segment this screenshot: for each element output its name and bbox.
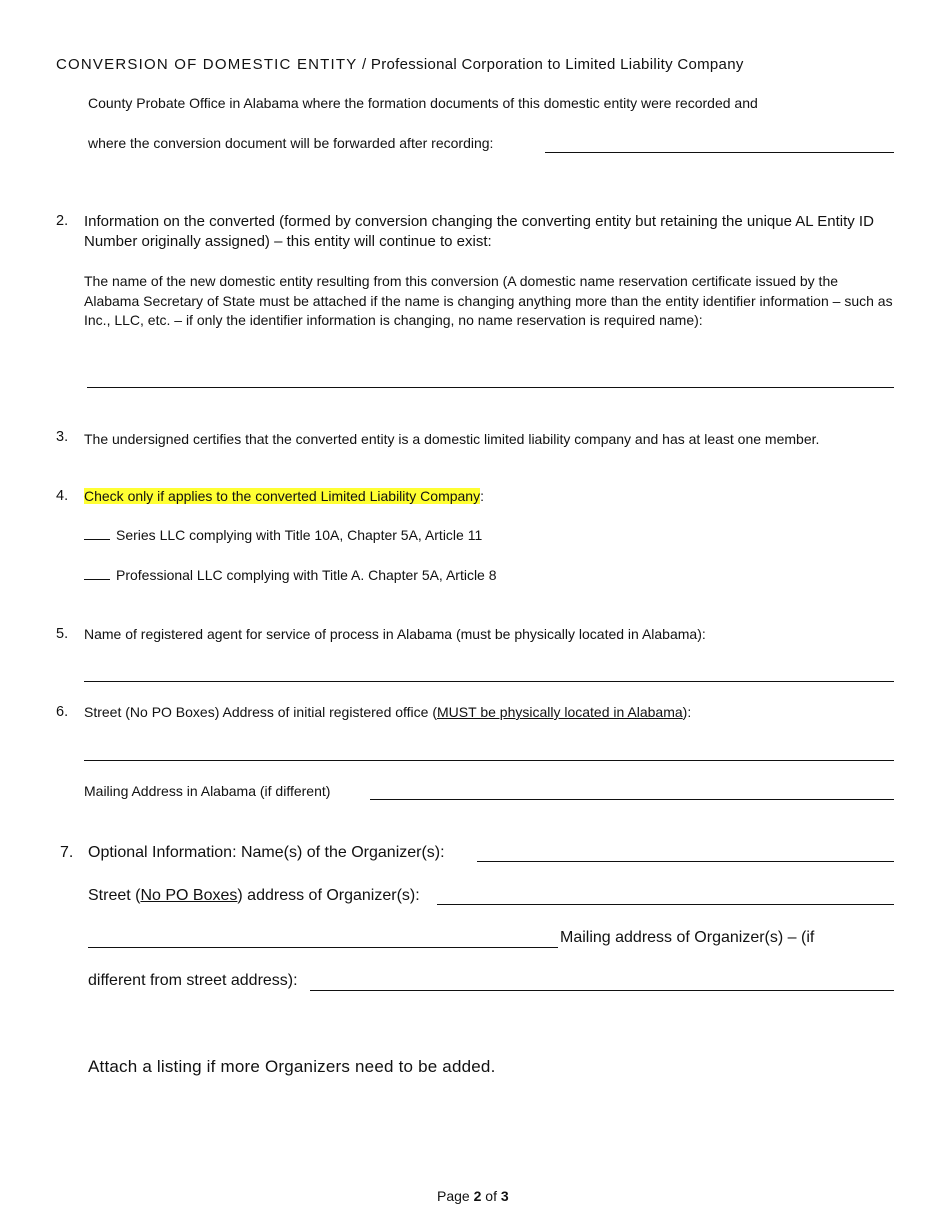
county-probate-field[interactable] (545, 152, 894, 153)
section-2-text: Information on the converted (formed by conversion changing the converting entity but retaining the unique AL Entity ID Number originally assigned) – this entity will continue to exist: (84, 213, 874, 250)
organizer-mailing-label-line1: Mailing address of Organizer(s) – (if (560, 929, 815, 946)
page-current: 2 (473, 1188, 482, 1204)
section-5-number: 5. (56, 626, 69, 642)
section-6-text-underlined: MUST be physically located in Alabama (437, 704, 683, 720)
county-probate-line1: County Probate Office in Alabama where the formation documents of this domestic entity were recorded and (88, 95, 758, 111)
mailing-address-field[interactable] (370, 799, 894, 800)
organizer-street-after: ) address of Organizer(s): (237, 887, 420, 904)
registered-agent-field[interactable] (84, 681, 894, 682)
section-2-name-instructions: The name of the new domestic entity resulting from this conversion (A domestic name reservation certificate issued by the Alabama Secretary of State must be attached if the name is changing anything more than the entity identifier information – such as Inc., LLC, etc. – if only the identifier information is changing, no name reservation is required name): (84, 273, 893, 328)
professional-llc-option (84, 567, 497, 583)
registered-office-street-field[interactable] (84, 760, 894, 761)
organizer-street-field-continued[interactable] (88, 947, 558, 948)
organizer-mailing-field[interactable] (310, 990, 894, 991)
section-5-text: Name of registered agent for service of process in Alabama (must be physically located in Alabama): (84, 626, 706, 642)
attach-listing-note: Attach a listing if more Organizers need to be added. (88, 1057, 496, 1076)
page-of: of (485, 1188, 497, 1204)
mailing-address-label: Mailing Address in Alabama (if different) (84, 783, 331, 799)
organizer-street-underlined: No PO Boxes (140, 887, 238, 904)
page-number (437, 1188, 509, 1204)
section-3-number: 3. (56, 429, 69, 445)
series-llc-checkbox[interactable] (84, 539, 110, 540)
section-4-highlight: Check only if applies to the converted Limited Liability Company (84, 488, 481, 504)
section-6-text-before: Street (No PO Boxes) Address of initial registered office ( (84, 704, 438, 720)
section-6-text (84, 704, 691, 720)
series-llc-label: Series LLC complying with Title 10A, Chapter 5A, Article 11 (116, 527, 483, 543)
section-3-text: The undersigned certifies that the converted entity is a domestic limited liability company and has at least one member. (84, 431, 820, 447)
professional-llc-label: Professional LLC complying with Title A. Chapter 5A, Article 8 (116, 567, 497, 583)
county-probate-line2: where the conversion document will be forwarded after recording: (88, 135, 494, 151)
section-6-text-after: ): (682, 704, 692, 720)
section-6-number: 6. (56, 704, 69, 720)
section-4-colon: : (480, 488, 484, 504)
organizer-street-before: Street ( (88, 887, 141, 904)
organizer-names-label: Optional Information: Name(s) of the Organizer(s): (88, 844, 445, 861)
page-title-rest: / Professional Corporation to Limited Liability Company (361, 56, 744, 73)
organizer-street-label (88, 887, 420, 905)
professional-llc-checkbox[interactable] (84, 579, 110, 580)
section-2-number: 2. (56, 213, 69, 229)
page-label: Page (437, 1188, 470, 1204)
section-4-heading (84, 488, 484, 504)
new-entity-name-field[interactable] (87, 387, 894, 388)
section-4-number: 4. (56, 488, 69, 504)
section-7-number: 7. (60, 844, 74, 861)
organizer-mailing-label-line2: different from street address): (88, 972, 298, 989)
organizer-names-field[interactable] (477, 861, 894, 862)
page-title (56, 56, 744, 73)
organizer-street-field[interactable] (437, 904, 894, 905)
page-total: 3 (500, 1188, 509, 1204)
series-llc-option (84, 527, 482, 543)
page-title-caps: CONVERSION OF DOMESTIC ENTITY (56, 56, 358, 73)
